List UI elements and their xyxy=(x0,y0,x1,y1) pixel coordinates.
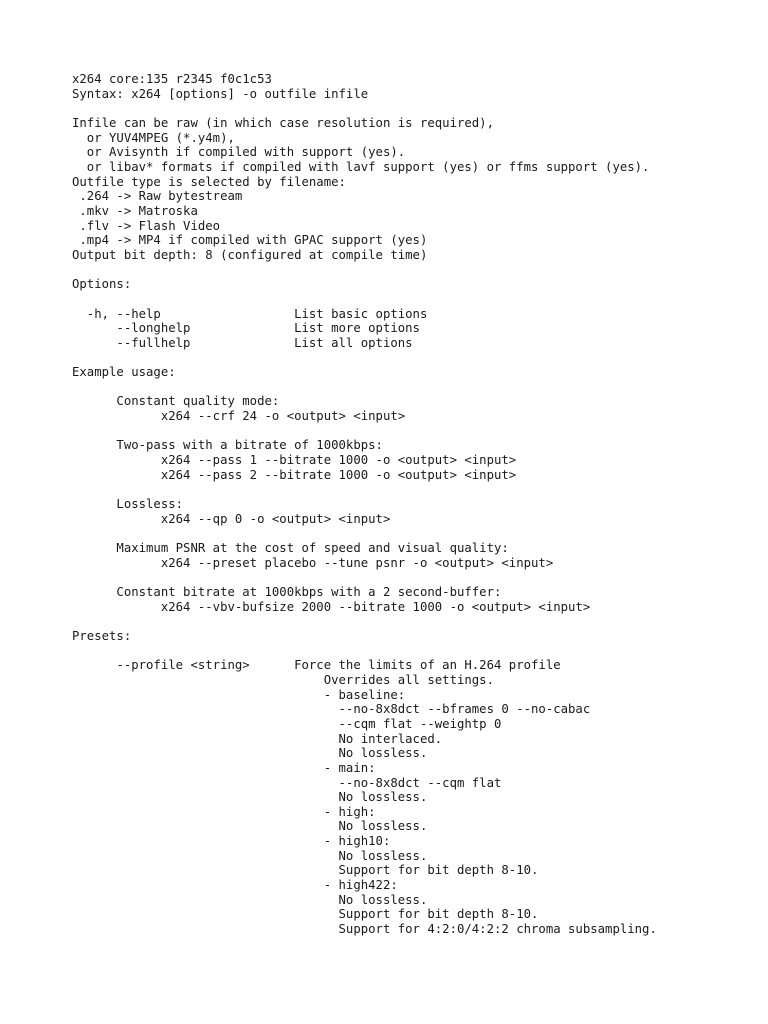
x264-help-text: x264 core:135 r2345 f0c1c53 Syntax: x264 [options] -o outfile infile Infile can be raw (in which case resolution is required), or YUV4MPEG (*.y4m), or Avisynth if compiled with support (yes). or libav* formats if compiled with lavf support (yes) or ffms support (yes). Outfile type is selected by filename: .264 -> Raw bytestream .mkv -> Matroska .flv -> Flash Video .mp4 -> MP4 if compiled with GPAC support (yes) Output bit depth: 8 (configured at compile time) Options: -h, --help List basic options --longhelp List more options --fullhelp List all options Example usage: Constant quality mode: x264 --crf 24 -o <output> <input> Two-pass with a bitrate of 1000kbps: x264 --pass 1 --bitrate 1000 -o <output> <input> x264 --pass 2 --bitrate 1000 -o <output> <input> Lossless: x264 --qp 0 -o <output> <input> Maximum PSNR at the cost of speed and visual quality: x264 --preset placebo --tune psnr -o <output> <input> Constant bitrate at 1000kbps with a 2 second-buffer: x264 --vbv-bufsize 2000 --bitrate 1000 -o <output> <input> Presets: --profile <string> Force the limits of an H.264 profile Overrides all settings. - baseline: --no-8x8dct --bframes 0 --no-cabac --cqm flat --weightp 0 No interlaced. No lossless. - main: --no-8x8dct --cqm flat No lossless. - high: No lossless. - high10: No lossless. Support for bit depth 8-10. - high422: No lossless. Support for bit depth 8-10. Support for 4:2:0/4:2:2 chroma subsampling. xyxy=(72,72,657,937)
document-page xyxy=(72,72,762,1012)
